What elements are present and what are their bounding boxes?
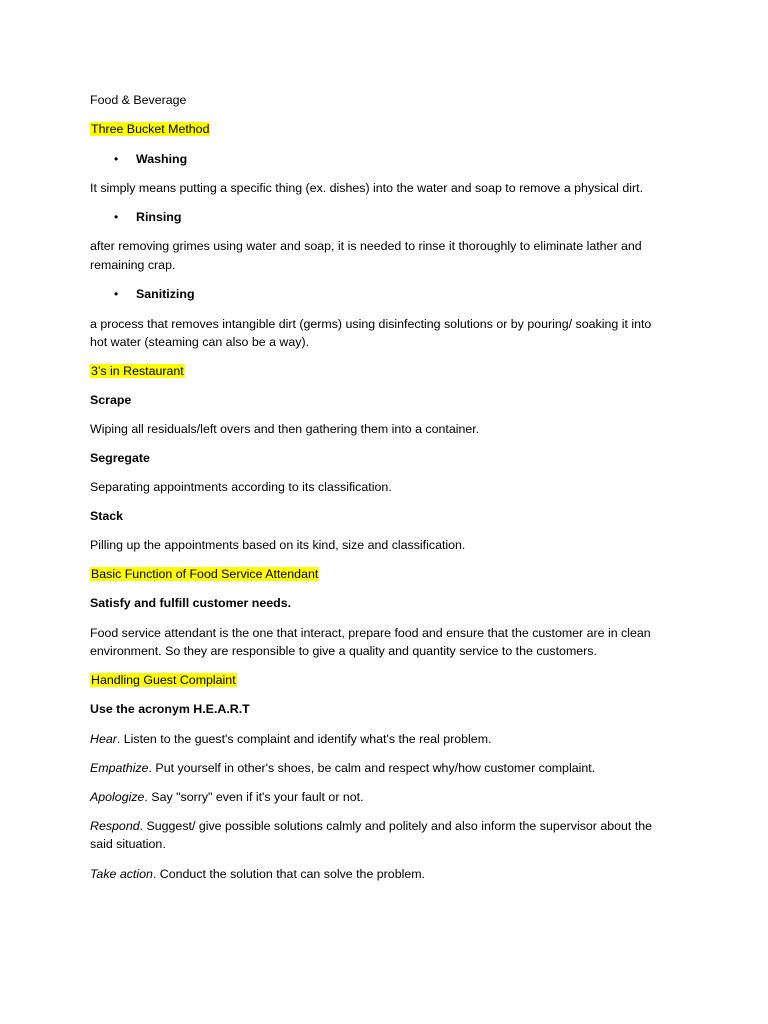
term-stack: Stack: [90, 509, 124, 523]
subheading-satisfy: Satisfy and fulfill customer needs.: [90, 596, 292, 610]
term-segregate: Segregate: [90, 451, 150, 465]
paragraph-segregate: Separating appointments according to its classification.: [90, 480, 392, 494]
highlighted-heading: Basic Function of Food Service Attendant: [91, 567, 319, 581]
section-heading-basic-function: [90, 566, 319, 583]
paragraph-attendant-line2: environment. So they are responsible to give a quality and quantity service to the customers.: [90, 644, 597, 658]
heart-item-take-action: [90, 866, 425, 883]
highlighted-heading: 3’s in Restaurant: [91, 364, 184, 378]
bullet-label-sanitizing: Sanitizing: [136, 287, 195, 301]
subheading-acronym: Use the acronym H.E.A.R.T: [90, 702, 250, 716]
bullet-label-rinsing: Rinsing: [136, 210, 182, 224]
highlighted-heading: Three Bucket Method: [91, 122, 210, 136]
heart-item-respond-line2: said situation.: [90, 837, 166, 851]
paragraph-rinsing-line1: after removing grimes using water and soap, it is needed to rinse it thoroughly to eliminate lather and: [90, 239, 642, 253]
section-heading-guest-complaint: [90, 672, 237, 689]
heart-text: . Say "sorry" even if it's your fault or not.: [144, 790, 364, 804]
heart-item-empathize: [90, 760, 595, 777]
heart-term: Empathize: [90, 761, 149, 775]
bullet-icon: •: [114, 287, 119, 301]
term-scrape: Scrape: [90, 393, 132, 407]
paragraph-attendant-line1: Food service attendant is the one that interact, prepare food and ensure that the customer are in clean: [90, 626, 651, 640]
heart-item-hear: [90, 731, 491, 748]
highlighted-heading: Handling Guest Complaint: [91, 673, 236, 687]
heart-item-respond: [90, 818, 652, 835]
paragraph-sanitizing-line2: hot water (steaming can also be a way).: [90, 335, 310, 349]
paragraph-washing: It simply means putting a specific thing (ex. dishes) into the water and soap to remove a physical dirt.: [90, 181, 644, 195]
paragraph-stack: Pilling up the appointments based on its kind, size and classification.: [90, 538, 466, 552]
document-title: Food & Beverage: [90, 93, 187, 107]
heart-term: Hear: [90, 732, 117, 746]
heart-text: . Put yourself in other's shoes, be calm and respect why/how customer complaint.: [148, 761, 596, 775]
heart-item-apologize: [90, 789, 364, 806]
bullet-icon: •: [114, 152, 119, 166]
heart-term: Apologize: [90, 790, 145, 804]
heart-text: . Suggest/ give possible solutions calmly and politely and also inform the supervisor about the: [139, 819, 653, 833]
section-heading-3s: [90, 363, 185, 380]
heart-text: . Listen to the guest's complaint and identify what's the real problem.: [116, 732, 492, 746]
section-heading-three-bucket: [90, 121, 210, 138]
heart-text: . Conduct the solution that can solve the problem.: [152, 867, 425, 881]
bullet-label-washing: Washing: [136, 152, 188, 166]
paragraph-scrape: Wiping all residuals/left overs and then gathering them into a container.: [90, 422, 480, 436]
bullet-icon: •: [114, 210, 119, 224]
paragraph-sanitizing-line1: a process that removes intangible dirt (germs) using disinfecting solutions or by pouring/ soaking it into: [90, 317, 652, 331]
heart-term: Respond: [90, 819, 140, 833]
heart-term: Take action: [90, 867, 153, 881]
paragraph-rinsing-line2: remaining crap.: [90, 258, 176, 272]
